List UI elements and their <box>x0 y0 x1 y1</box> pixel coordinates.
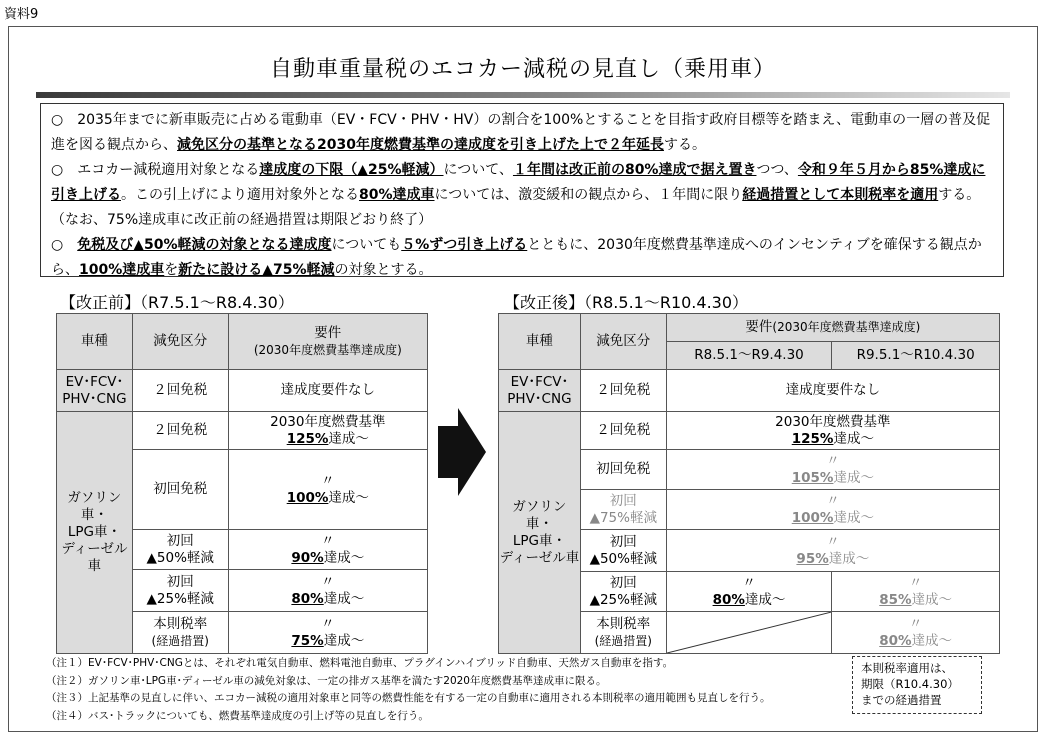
title-divider <box>36 92 1010 98</box>
ev-vehicle-type: EV･FCV･ PHV･CNG <box>57 370 133 412</box>
requirement-cell: 〃 100%達成～ <box>666 490 999 530</box>
ev-category: ２回免税 <box>132 370 228 412</box>
header-vehicle-type: 車種 <box>499 314 581 370</box>
category-cell: 初回 ▲50%軽減 <box>580 530 666 572</box>
after-ev-row <box>499 370 1000 412</box>
diagonal-slash <box>667 612 832 653</box>
header-category: 減免区分 <box>132 314 228 370</box>
before-row-1 <box>57 412 428 450</box>
category-cell: ２回免税 <box>132 412 228 450</box>
transition-callout: 本則税率適用は、 期限（R10.4.30） までの経過措置 <box>852 656 982 714</box>
requirement-cell: 〃 80%達成～ <box>228 570 427 612</box>
footnote-4: （注４）バス･トラックについても、燃費基準達成度の引上げ等の見直しを行う。 <box>46 709 429 722</box>
category-cell: 初回 ▲25%軽減 <box>580 572 666 612</box>
requirement-cell: 2030年度燃費基準 125%達成～ <box>228 412 427 450</box>
header-vehicle-type: 車種 <box>57 314 133 370</box>
document-reference: 資料9 <box>4 7 39 22</box>
header-period-2: R9.5.1～R10.4.30 <box>832 342 1000 370</box>
requirement-cell-period-2: 〃 80%達成～ <box>832 612 1000 654</box>
before-section-title: 【改正前】（R7.5.1～R8.4.30） <box>60 293 294 312</box>
header-category: 減免区分 <box>580 314 666 370</box>
after-table <box>498 313 1000 654</box>
category-cell: 初回 ▲25%軽減 <box>132 570 228 612</box>
ev-requirement: 達成度要件なし <box>228 370 427 412</box>
requirement-cell: 〃 90%達成～ <box>228 530 427 570</box>
category-cell: 初回免税 <box>132 450 228 530</box>
footnotes <box>46 655 771 725</box>
category-cell: 本則税率 (経過措置) <box>132 612 228 654</box>
category-cell: 初回 ▲75%軽減 <box>580 490 666 530</box>
category-cell: ２回免税 <box>580 412 666 450</box>
ev-vehicle-type: EV･FCV･ PHV･CNG <box>499 370 581 412</box>
header-period-1: R8.5.1～R9.4.30 <box>666 342 832 370</box>
header-requirement: 要件(2030年度燃費基準達成度) <box>666 314 999 342</box>
footnote-1: （注１）EV･FCV･PHV･CNGとは、それぞれ電気自動車、燃料電池自動車、プラグインハイブリッド自動車、天然ガス自動車を指す。 <box>46 657 674 669</box>
page-title: 自動車重量税のエコカー減税の見直し（乗用車） <box>269 57 776 82</box>
after-section-title: 【改正後】（R8.5.1～R10.4.30） <box>504 293 749 312</box>
category-cell: 本則税率 (経過措置) <box>580 612 666 654</box>
requirement-cell: 〃 75%達成～ <box>228 612 427 654</box>
ev-requirement: 達成度要件なし <box>666 370 999 412</box>
after-row-1 <box>499 412 1000 450</box>
category-cell: 初回免税 <box>580 450 666 490</box>
right-arrow-icon <box>438 408 486 496</box>
requirement-cell-period-1: 〃 80%達成～ <box>666 572 832 612</box>
before-header-row <box>57 314 428 370</box>
category-cell: 初回 ▲50%軽減 <box>132 530 228 570</box>
ev-category: ２回免税 <box>580 370 666 412</box>
header-requirement: 要件 (2030年度燃費基準達成度) <box>228 314 427 370</box>
gas-vehicle-type: ガソリン車・ LPG車・ ディーゼル車 <box>57 412 133 654</box>
summary-box <box>40 103 1004 277</box>
gas-vehicle-type: ガソリン車・ LPG車・ ディーゼル車 <box>499 412 581 654</box>
footnote-3: （注３）上記基準の見直しに伴い、エコカー減税の適用対象車と同等の燃費性能を有する一定の自動車に適用される本則税率の適用範囲も見直しを行う。 <box>46 692 771 704</box>
requirement-cell: 〃 95%達成～ <box>666 530 999 572</box>
requirement-cell: 〃 100%達成～ <box>228 450 427 530</box>
requirement-cell-period-2: 〃 85%達成～ <box>832 572 1000 612</box>
before-ev-row <box>57 370 428 412</box>
after-header-row-1 <box>499 314 1000 342</box>
before-table <box>56 313 428 654</box>
summary-point-2: ○ エコカー減税適用対象となる達成度の下限（▲25%軽減）について、１年間は改正前の80%達成で据え置きつつ、令和９年５月から85%達成に引き上げる。この引上げにより適用対象外となる80%達成車については、激変緩和の観点から、１年間に限り経過措置として本則税率を適用する。（なお、75%達成車に改正前の経過措置は期限どおり終了） <box>51 162 986 228</box>
summary-point-1: ○ 2035年までに新車販売に占める電動車（EV・FCV・PHV・HV）の割合を100%とすることを目指す政府目標等を踏まえ、電動車の一層の普及促進を図る観点から、減免区分の基準となる2030年度燃費基準の達成度を引き上げた上で２年延長する。 <box>51 112 991 153</box>
requirement-cell: 〃 105%達成～ <box>666 450 999 490</box>
not-applicable-cell <box>666 612 832 654</box>
footnote-2: （注２）ガソリン車･LPG車･ディーゼル車の減免対象は、一定の排ガス基準を満たす2020年度燃費基準達成車に限る。 <box>46 674 607 687</box>
requirement-cell: 2030年度燃費基準 125%達成～ <box>666 412 999 450</box>
summary-point-3: ○ 免税及び▲50%軽減の対象となる達成度についても５%ずつ引き上げるとともに、2030年度燃費基準達成へのインセンティブを確保する観点から、100%達成車を新たに設ける▲75%軽減の対象とする。 <box>51 237 982 278</box>
